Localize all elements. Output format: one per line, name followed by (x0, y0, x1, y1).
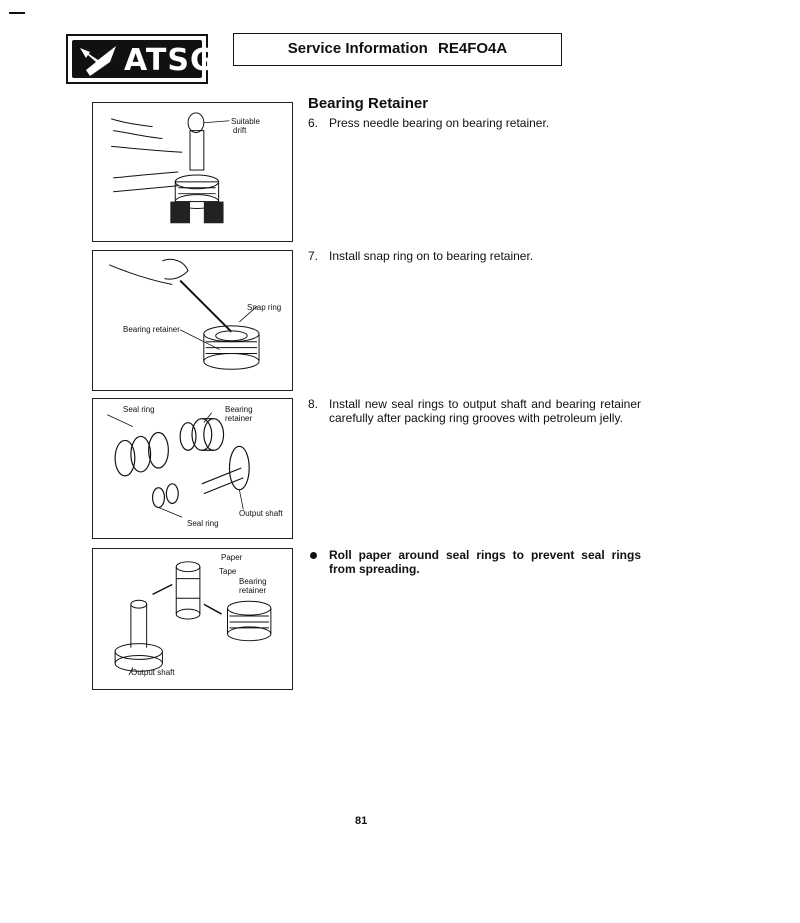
header-box (233, 33, 562, 66)
label-output-shaft: Output shaft (131, 668, 175, 677)
paper-wrap-illustration (93, 549, 292, 689)
atsg-logo (66, 34, 216, 84)
label-bearing-retainer: Bearing retainer (123, 325, 180, 334)
figure-seal-rings (92, 398, 293, 539)
section-title: Bearing Retainer (308, 95, 429, 112)
label-drift: drift (233, 126, 247, 135)
header-title: Service Information (287, 40, 428, 57)
label-bearing: Bearing (225, 405, 253, 414)
label-suitable: Suitable (231, 117, 260, 126)
step-text: Install new seal rings to output shaft and bearing retainer carefully after packing ring grooves with petroleum jelly. (329, 397, 641, 425)
label-tape: Tape (219, 567, 237, 576)
label-retainer: retainer (239, 586, 267, 595)
label-output-shaft: Output shaft (239, 509, 283, 518)
label-snap-ring: Snap ring (247, 303, 282, 312)
snap-ring-illustration (93, 251, 292, 390)
page-number: 81 (355, 815, 368, 827)
step-text: Install snap ring on to bearing retainer. (329, 249, 534, 263)
step-number: 6. (308, 116, 319, 130)
logo-emblem-icon (76, 42, 124, 80)
logo-text: ATSG (124, 43, 216, 78)
step-number: 8. (308, 397, 319, 411)
figure-paper-wrap (92, 548, 293, 690)
step-text: Press needle bearing on bearing retainer. (329, 116, 550, 130)
figure-press-bearing (92, 102, 293, 242)
label-retainer: retainer (225, 414, 253, 423)
figure-snap-ring (92, 250, 293, 391)
corner-mark (9, 12, 25, 14)
bullet-dot-icon (310, 552, 317, 559)
press-bearing-illustration (93, 103, 292, 241)
label-seal-ring-top: Seal ring (123, 405, 155, 414)
label-paper: Paper (221, 553, 243, 562)
step-number: 7. (308, 249, 319, 263)
header-model: RE4FO4A (438, 40, 508, 57)
label-bearing: Bearing (239, 577, 267, 586)
note-text: Roll paper around seal rings to prevent seal rings from spreading. (329, 548, 641, 576)
label-seal-ring-bottom: Seal ring (187, 519, 219, 528)
